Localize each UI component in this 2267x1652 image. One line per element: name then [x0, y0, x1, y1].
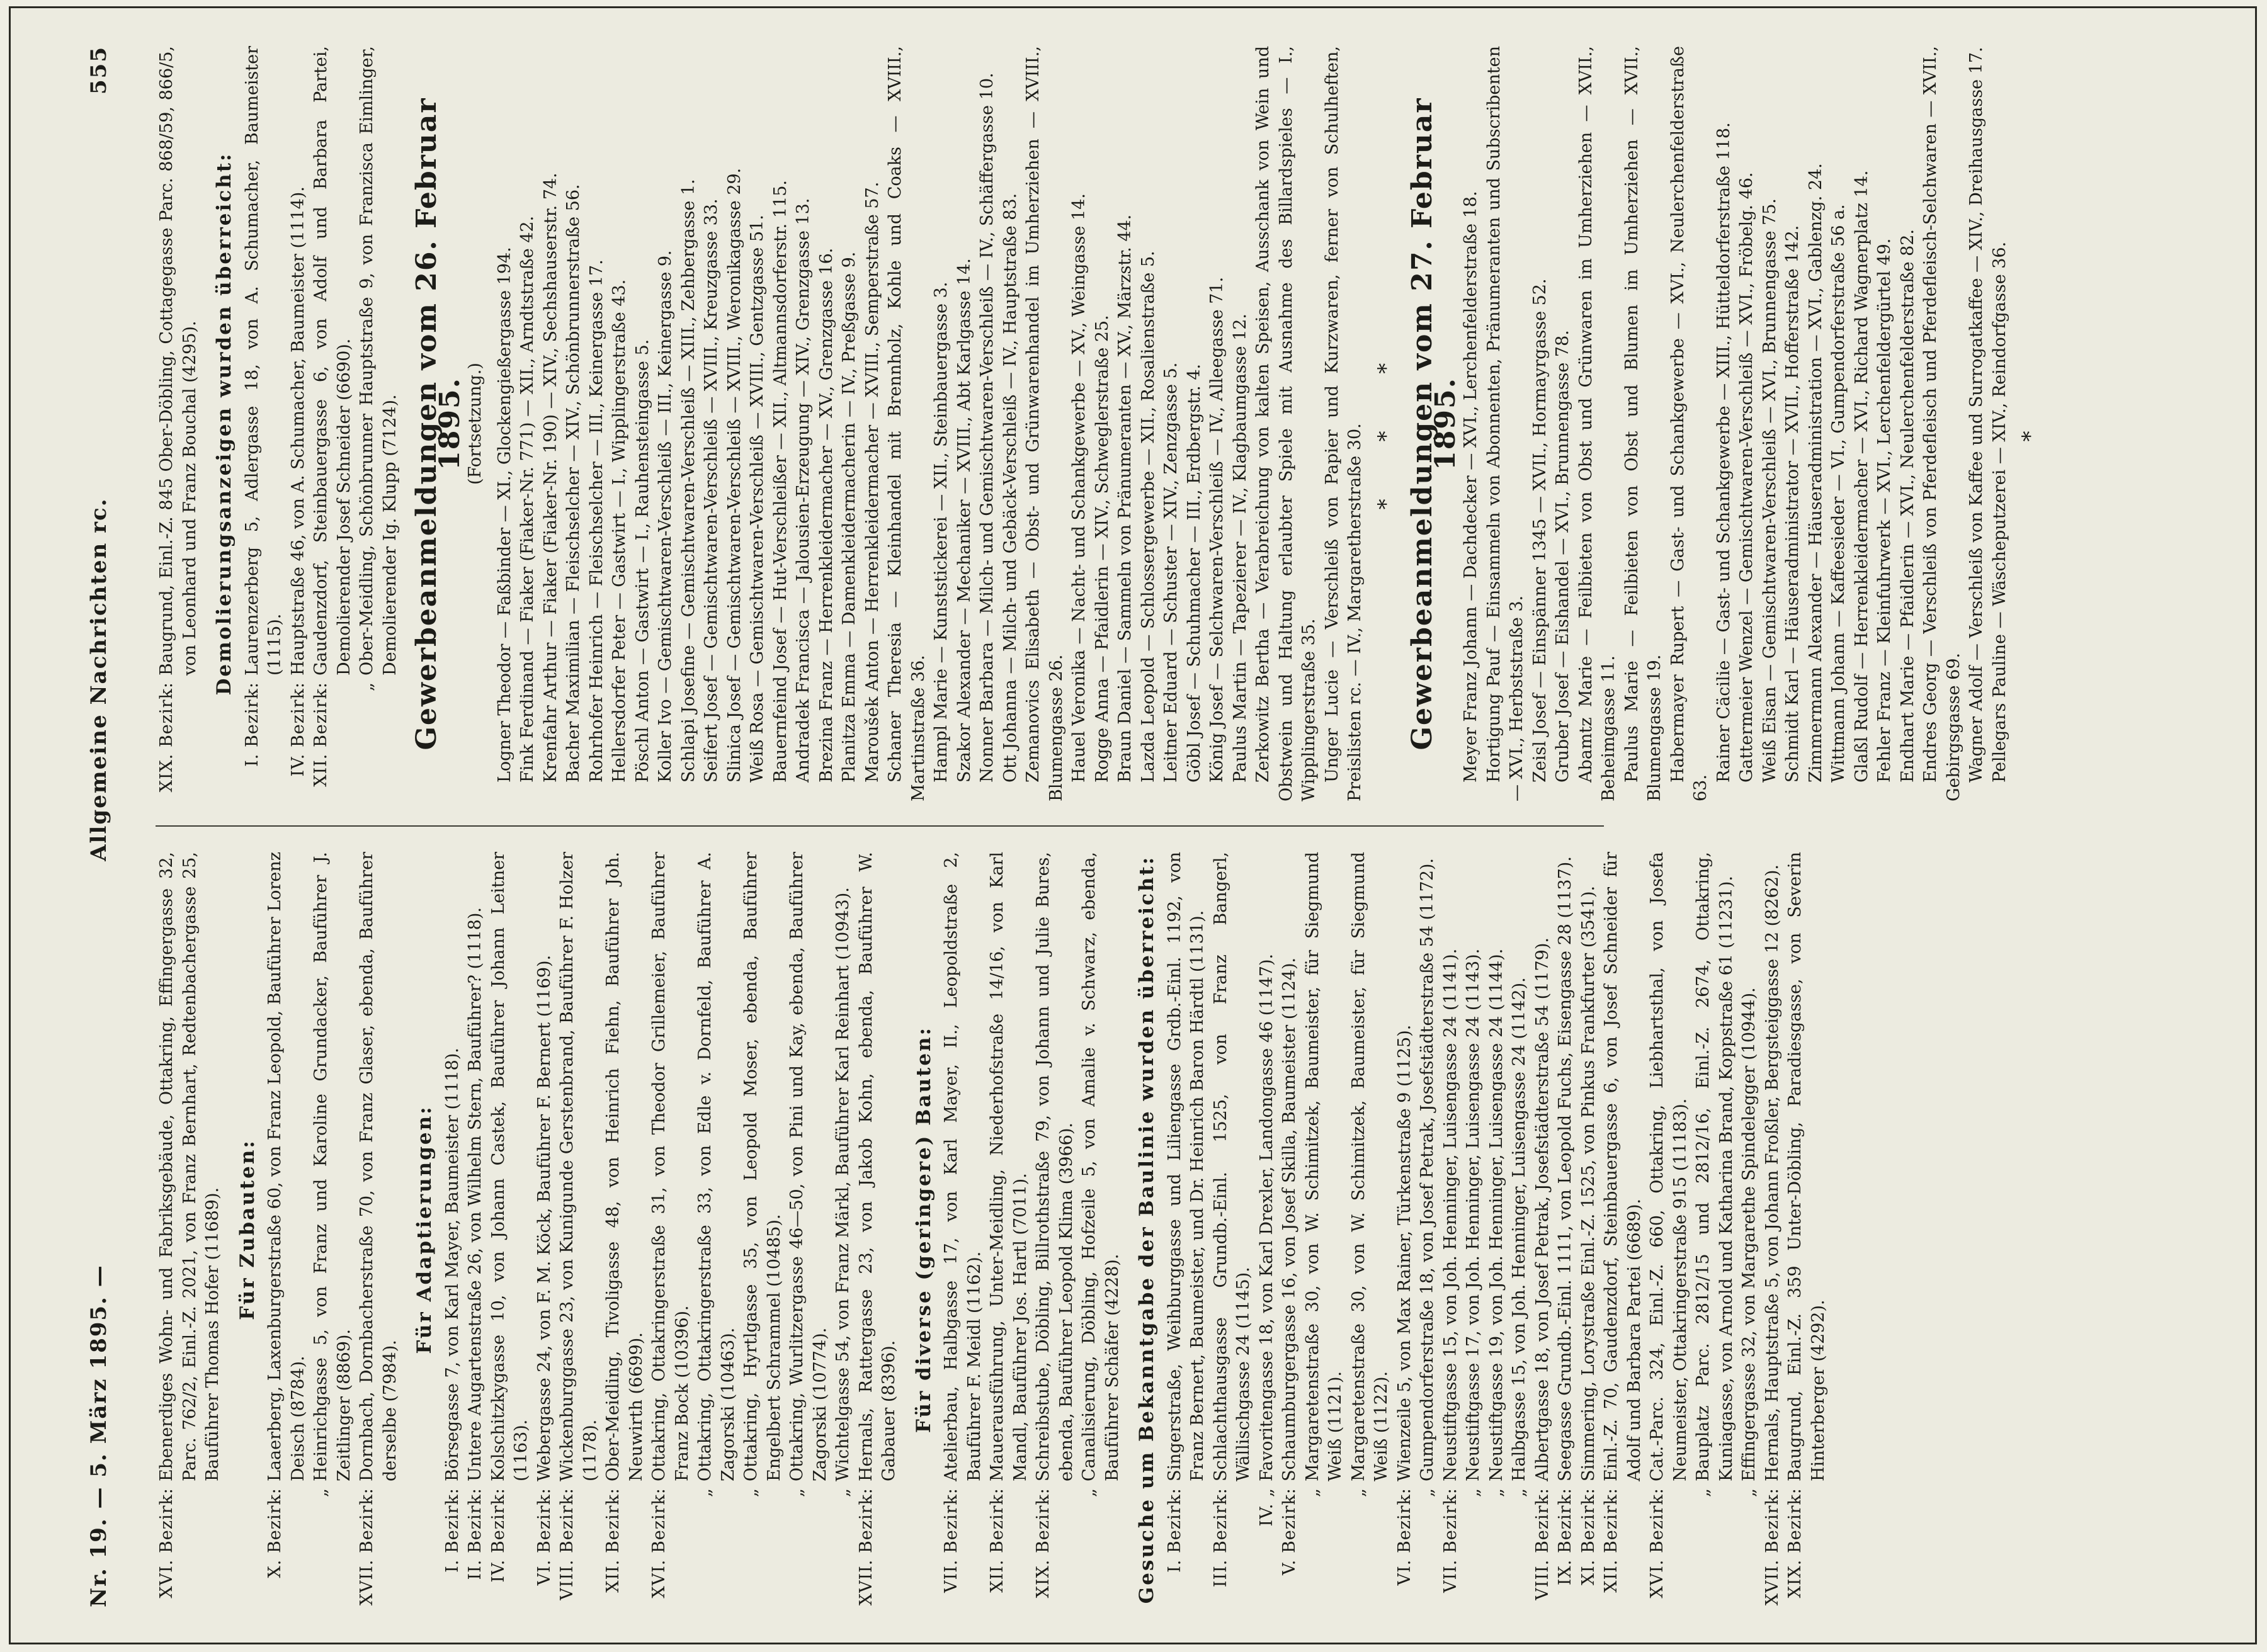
- end-stars: *: [2018, 405, 2043, 442]
- entry-text: Simmering, Lorystraße Einl.-Z. 1525, von Pinkus Frankfurter (3541).: [1578, 885, 1598, 1481]
- baulinie-heading: Gesuche um Bekanntgabe der Baulinie wurden überreicht:: [1135, 855, 1158, 1604]
- listing-entry: [556, 852, 602, 1607]
- district-label: VI. Bezirk:: [534, 1488, 554, 1586]
- district-label: „: [311, 1488, 331, 1497]
- trade-registration: Fink Ferdinand — Fiaker (Fiaker-Nr. 771) — XII., Arndtstraße 42.: [518, 215, 537, 783]
- gewerbe-26-list: [494, 46, 1367, 801]
- listing-entry: [1416, 852, 1440, 1607]
- trade-registration: Abamtz Marie — Feilbieten von Obst und Grünwaren im Umherziehen — XVII., Beheimgasse 11.: [1576, 46, 1618, 801]
- trade-registration: Wagner Adolf — Verschleiß von Kaffee und Surrogatkaffee — XIV., Dreihausgasse 17.: [1967, 47, 1986, 783]
- listing-entry: [940, 852, 986, 1607]
- listing-entry: [287, 46, 310, 801]
- entry-text: Schlachthausgasse Grundb.-Einl. 1525, von Franz Bangerl, Wällischgasse 24 (1145).: [1210, 852, 1253, 1481]
- entry-text: Margaretenstraße 30, von W. Schimitzek, Baumeister, für Siegmund Weiß (1121).: [1302, 852, 1345, 1481]
- listing-entry: [855, 852, 901, 1607]
- trade-registration: Wittmann Johann — Kaffeesieder — VI., Gumpendorferstraße 56 a.: [1829, 204, 1848, 783]
- entry-text: Baugrund, Einl.-Z. 359 Unter-Döbling, Paradiesgasse, von Severin Hinterberger (4292).: [1785, 852, 1828, 1481]
- trade-registration: Ott Johanna — Milch- und Gebäck-Verschleiß — IV., Hauptstraße 83.: [1000, 193, 1020, 783]
- listing-entry: [241, 46, 287, 801]
- entry-text: Ottakring, Ottakringerstraße 31, von Theodor Grillemeier, Bauführer Franz Bock (10396).: [649, 852, 692, 1481]
- demolierung-heading: Demolierungsanzeigen wurden überreicht:: [213, 152, 236, 696]
- district-label: XII. Bezirk:: [603, 1488, 623, 1593]
- trade-registration: Seifert Josef — Gemischtwaren-Verschleiß — XVIII., Kreuzgasse 33.: [702, 198, 721, 783]
- district-label: III. Bezirk:: [1210, 1488, 1230, 1588]
- listing-entry: [1784, 852, 1830, 1607]
- trade-registration: Koller Ivo — Gemischtwaren-Verschleiß — III., Keinergasse 9.: [656, 250, 675, 783]
- district-label: „: [741, 1488, 761, 1497]
- page-number: 555: [86, 46, 111, 94]
- district-label: „: [1463, 1488, 1483, 1497]
- district-label: XII. Bezirk:: [987, 1488, 1007, 1593]
- trade-registration: Rohrhofer Heinrich — Fleischselcher — III., Keinergasse 17.: [586, 259, 606, 783]
- listing-entry: [1600, 852, 1646, 1607]
- listing-entry: [832, 852, 855, 1607]
- issue-date: Nr. 19. — 5. März 1895. —: [86, 1264, 111, 1607]
- district-label: XI. Bezirk:: [1578, 1488, 1598, 1586]
- entry-text: Dornbach, Dornbacherstraße 70, von Franz Glaser, ebenda, Bauführer derselbe (7984).: [357, 852, 400, 1481]
- diverse-heading: Für diverse (geringere) Bauten:: [912, 1026, 935, 1434]
- listing-entry: [1348, 852, 1394, 1607]
- trade-registration: Zimmermann Alexander — Häuseradministration — XVI., Gablenzg. 24.: [1805, 163, 1826, 783]
- trade-registration: Maroušek Anton — Herrenkleidermacher — XVIII., Semperstraße 57.: [862, 181, 882, 783]
- trade-registration: Hauel Veronika — Nacht- und Schankgewerbe — XV., Weingasse 14.: [1069, 193, 1089, 783]
- district-label: I. Bezirk:: [242, 682, 262, 767]
- trade-registration: Hortigung Pauf — Einsammeln von Abonnenten, Pränumeranten und Subscribenten — XVI., Herbststraße 3.: [1484, 46, 1526, 801]
- district-label: VI. Bezirk:: [1394, 1488, 1414, 1586]
- trade-registration: Paulus Martin — Tapezierer — IV., Klagbaumgasse 12.: [1230, 313, 1250, 783]
- listing-entry: [1761, 852, 1785, 1607]
- listing-entry: [1394, 852, 1417, 1607]
- entry-text: Albertgasse 18, von Josef Petrak, Josefstädterstraße 54 (1179).: [1532, 937, 1552, 1481]
- trade-registration: Pellegars Pauline — Wäscheputzerei — XIV., Reindorfgasse 36.: [1989, 241, 2009, 783]
- entry-text: Atelierbau, Halbgasse 17, von Karl Mayer, II., Leopoldstraße 2, Bauführer F. Meidl (1162).: [941, 852, 984, 1481]
- listing-entry: [264, 852, 310, 1607]
- entry-text: Cat.-Parc. 324, Einl.-Z. 660, Ottakring, Liebhartsthal, von Josefa Neumeister, Ottakringerstraße 915 (11183).: [1647, 852, 1690, 1481]
- zubauten-list: [264, 852, 402, 1607]
- trade-registration: Szakor Alexander — Mechaniker — XVIII., Abt Karlgasse 14.: [954, 258, 974, 783]
- gewerbe-26-heading: Gewerbeanmeldungen vom 26. Februar 1895.: [411, 97, 466, 750]
- trade-registration: Leitner Eduard — Schuster — XIV., Zenzgasse 5.: [1161, 362, 1181, 783]
- entry-text: Margaretenstraße 30, von W. Schimitzek, Baumeister, für Siegmund Weiß (1122).: [1348, 852, 1391, 1481]
- district-label: „: [357, 682, 377, 691]
- listing-entry: [1078, 852, 1124, 1607]
- entry-text: Neustiftgasse 15, von Joh. Henninger, Luisengasse 24 (1141).: [1440, 948, 1460, 1481]
- entry-text: Ottakring, Wurlitzergasse 46—50, von Pini und Kay, ebenda, Bauführer Zagorski (10774).: [787, 852, 830, 1481]
- trade-registration: Schaner Theresia — Kleinhandel mit Brennholz, Kohle und Coaks — XVIII., Martinstraße 36.: [885, 46, 928, 801]
- trade-registration: Rogge Anna — Pfaidlerin — XIV., Schweglerstraße 25.: [1092, 315, 1112, 783]
- listing-entry: [1646, 852, 1692, 1607]
- listing-entry: [1692, 852, 1738, 1607]
- listing-entry: [1440, 852, 1463, 1607]
- trade-registration: Logner Theodor — Faßbinder — XI., Glockengießergasse 194.: [494, 247, 514, 783]
- entry-text: Ebenerdiges Wohn- und Fabriksgebäude, Ottakring, Effingergasse 32, Parc. 762/2, Einl.-Z. 2021, von Franz Bernhart, Redtenbachergasse 25, Bauführer Thomas Hofer (11689).: [157, 852, 222, 1481]
- trade-registration: Zeisl Josef — Einspänner 1345 — XVII., Hormayrgasse 52.: [1530, 278, 1550, 783]
- trade-registration: Endres Georg — Verschleiß von Pferdefleisch und Pferdefleisch-Selchwaren — XVII., Gebirgsgasse 69.: [1921, 46, 1963, 801]
- baulinie-list: [1164, 852, 1831, 1607]
- entry-text: Baugrund, Einl.-Z. 845 Ober-Döbling, Cottagegasse Parc. 868/59, 866/5, von Leonhard und Franz Bouchal (4295).: [157, 46, 200, 676]
- entry-text: Mauerausführung, Unter-Meidling, Niederhofstraße 14/16, von Karl Mandl, Bauführer Jos. Hartl (7011).: [987, 852, 1030, 1481]
- district-label: V. Bezirk:: [1280, 1488, 1299, 1575]
- trade-registration: Slinica Josef — Gemischtwaren-Verschleiß — XVIII., Weronikagasse 29.: [724, 167, 744, 783]
- trade-registration: Braun Daniel — Sammeln von Pränumeranten — XV., Märzstr. 44.: [1115, 214, 1135, 783]
- listing-entry: [1256, 852, 1279, 1607]
- trade-registration: Pöschl Anton — Gastwirt — I., Rauhensteingasse 5.: [632, 339, 652, 783]
- trade-registration: Glaßl Rudolf — Herrenkleidermacher — XVI., Richard Wagnerplatz 14.: [1851, 170, 1872, 783]
- entry-text: Kolschitzkygasse 10, von Johann Castek, Bauführer Johann Leitner (1163).: [488, 852, 531, 1481]
- district-label: „: [695, 1488, 715, 1497]
- district-label: „: [1302, 1488, 1322, 1497]
- trade-registration: Habermayer Rupert — Gast- und Schankgewerbe — XVI., Neulerchenfelderstraße 63.: [1668, 46, 1710, 801]
- entry-text: Favoritengasse 18, von Karl Drexler, Landongasse 46 (1147).: [1256, 953, 1276, 1481]
- right-column: [156, 46, 2171, 801]
- listing-entry: [1531, 852, 1555, 1607]
- listing-entry: [986, 852, 1032, 1607]
- entry-text: Webergasse 24, von F. M. Köck, Bauführer F. Bernert (1169).: [534, 954, 554, 1481]
- rotated-page: [86, 46, 2202, 1607]
- listing-entry: [786, 852, 832, 1607]
- trade-registration: Zerkowitz Bertha — Verabreichung von kalten Speisen, Ausschank von Wein und Obstwein und Haltung erlaubter Spiele mit Ausnahme des Billardspieles — I., Wipplingerstraße 35.: [1253, 46, 1319, 801]
- entry-text: Ottakring, Hyrtlgasse 35, von Leopold Moser, ebenda, Bauführer Engelbert Schrammel (10485).: [741, 852, 784, 1481]
- trade-registration: Gruber Josef — Eishandel — XVI., Brunnengasse 78.: [1553, 330, 1572, 783]
- district-label: „: [1486, 1488, 1506, 1497]
- zubauten-heading: Für Zubauten:: [236, 1139, 259, 1320]
- entry-text: Ober-Meidling, Tivoligasse 48, von Heinrich Fiehn, Bauführer Joh. Neuwirth (6699).: [603, 852, 646, 1481]
- trade-registration: Hellersdorfer Peter — Gastwirt — I., Wipplingerstraße 43.: [610, 279, 629, 783]
- district-label: IV. Bezirk:: [488, 1488, 508, 1583]
- trade-registration: Unger Lucie — Verschleiß von Papier und Kurzwaren, ferner von Schulheften, Preislisten rc. — IV., Margaretherstraße 30.: [1322, 46, 1365, 801]
- entry-text: Effingergasse 32, von Margarethe Spindelegger (10944).: [1739, 987, 1759, 1481]
- adaptierungen-heading: Für Adaptierungen:: [413, 1105, 436, 1354]
- trade-registration: Endhart Marie — Pfaidlerin — XVI., Neulerchenfelderstraße 82.: [1897, 229, 1918, 783]
- listing-entry: [1577, 852, 1601, 1607]
- entry-text: Schaumburgergasse 16, von Josef Skilla, Baumeister (1124).: [1280, 957, 1299, 1481]
- entry-text: Hernals, Hauptstraße 5, von Johann Froßler, Bergsteiggasse 12 (8262).: [1762, 864, 1782, 1481]
- trade-registration: Planitza Emma — Damenkleidermacherin — IV., Preßgasse 9.: [839, 251, 859, 783]
- listing-entry: [1462, 852, 1486, 1607]
- listing-entry: [1302, 852, 1348, 1607]
- district-label: XIX. Bezirk:: [1033, 1488, 1053, 1598]
- entry-text: Seegasse Grundb.-Einl. 1111, von Leopold Fuchs, Eisengasse 28 (1137).: [1555, 856, 1575, 1481]
- district-label: „: [787, 1488, 807, 1497]
- trade-registration: Meyer Franz Johann — Dachdecker — XVI., Lerchenfelderstraße 18.: [1461, 191, 1480, 783]
- listing-entry: [740, 852, 786, 1607]
- trade-registration: Weiß Eisan — Gemischtwaren-Verschleiß — XVI., Brunnengasse 75.: [1759, 198, 1780, 783]
- entry-text: Ottakring, Ottakringerstraße 33, von Edle v. Dornfeld, Bauführer A. Zagorski (10463).: [695, 852, 738, 1481]
- entry-text: Gumpendorferstraße 18, von Josef Petrak, Josefstädterstraße 54 (1172).: [1418, 858, 1437, 1481]
- district-label: „: [1348, 1488, 1368, 1497]
- listing-entry: [1278, 852, 1302, 1607]
- district-label: „: [1509, 1488, 1529, 1497]
- trade-registration: Paulus Marie — Feilbieten von Obst und Blumen im Umherziehen — XVII., Blumengasse 19.: [1622, 46, 1664, 801]
- entry-text: Untere Augartenstraße 26, von Wilhelm Stern, Bauführer? (1118).: [465, 907, 485, 1481]
- district-label: IX. Bezirk:: [1555, 1488, 1575, 1586]
- district-label: XVI. Bezirk:: [157, 1488, 176, 1598]
- listing-entry: [694, 852, 740, 1607]
- district-label: X. Bezirk:: [265, 1488, 285, 1578]
- entry-text: Neustiftgasse 19, von Joh. Henninger, Luisengasse 24 (1144).: [1486, 948, 1506, 1481]
- listing-entry: [1508, 852, 1531, 1607]
- trade-registration: Nonner Barbara — Milch- und Gemischtwaren-Verschleiß — IV., Schäffergasse 10.: [977, 72, 997, 783]
- listing-entry: [1554, 852, 1577, 1607]
- district-label: XIX. Bezirk:: [1785, 1488, 1805, 1598]
- district-label: I. Bezirk:: [442, 1488, 462, 1573]
- opening-entries: [156, 852, 225, 1607]
- listing-entry: [602, 852, 648, 1607]
- entry-text: Hernals, Rattergasse 23, von Jakob Kohn, ebenda, Bauführer W. Gabauer (8396).: [856, 852, 899, 1481]
- listing-entry: [648, 852, 694, 1607]
- district-label: I. Bezirk:: [1164, 1488, 1185, 1573]
- trade-registration: Bacher Maximilian — Fleischselcher — XIV., Schönbrunnerstraße 56.: [564, 184, 583, 783]
- entry-text: Laaerberg, Laxenburgerstraße 60, von Franz Leopold, Bauführer Lorenz Deisch (8784).: [265, 852, 308, 1481]
- district-label: VIII. Bezirk:: [557, 1488, 577, 1600]
- document-sheet: [9, 6, 2257, 1644]
- diverse-list: [940, 852, 1124, 1607]
- listing-entry: [1210, 852, 1256, 1607]
- district-label: „: [1693, 1488, 1713, 1497]
- listing-entry: [356, 46, 402, 801]
- entry-text: Singerstraße, Weihburggasse und Liliengasse Grdb.-Einl. 1192, von Franz Bernert, Baumeister, und Dr. Heinrich Baron Härdtl (1131).: [1164, 852, 1207, 1481]
- trade-registration: Rainer Cäcilie — Gast- und Schankgewerbe — XIII., Hütteldorferstraße 118.: [1713, 122, 1734, 783]
- opening-entries-right: [156, 46, 202, 801]
- listing-entry: [441, 852, 465, 1607]
- listing-entry: [464, 852, 487, 1607]
- entry-text: Bauplatz Parc. 2812/15 und 2812/16, Einl.-Z. 2674, Ottakring, Kuniagasse, von Arnold und Katharina Brand, Koppstraße 61 (11231).: [1693, 852, 1736, 1481]
- district-label: IV. „: [1256, 1488, 1276, 1527]
- column-divider: [156, 825, 1604, 827]
- entry-text: Einl.-Z. 70, Gaudenzdorf, Steinbauergasse 6, von Josef Schneider für Adolf und Barbara Partei (6689).: [1601, 852, 1644, 1481]
- district-label: XIX. Bezirk:: [157, 682, 176, 793]
- district-label: VIII. Bezirk:: [1532, 1488, 1552, 1600]
- entry-text: Wickenburggasse 23, von Kunigunde Gerstenbrand, Bauführer F. Holzer (1178).: [557, 852, 600, 1481]
- trade-registration: Brezina Franz — Herrenkleidermacher — XV., Grenzgasse 16.: [816, 247, 836, 783]
- trade-registration: Göbl Josef — Schuhmacher — III., Erdbergstr. 4.: [1184, 363, 1204, 783]
- listing-entry: [533, 852, 557, 1607]
- adaptierungen-list: [441, 852, 901, 1607]
- trade-registration: Hampl Marie — Kunststickerei — XII., Steinbauergasse 3.: [931, 281, 951, 783]
- entry-text: Schreibstube, Döbling, Billrothstraße 79, von Johann und Julie Bures, ebenda, Bauführer Leopold Klima (3966).: [1033, 852, 1076, 1481]
- district-label: XVII. Bezirk:: [357, 1488, 377, 1606]
- district-label: XII. Bezirk:: [1601, 1488, 1621, 1593]
- listing-entry: [1032, 852, 1078, 1607]
- listing-entry: [1486, 852, 1509, 1607]
- entry-text: Wienzeile 5, von Max Rainer, Türkenstraße 9 (1125).: [1394, 1024, 1414, 1481]
- district-label: „: [1739, 1488, 1759, 1497]
- entry-text: Neustiftgasse 17, von Joh. Henninger, Luisengasse 24 (1143).: [1463, 948, 1483, 1481]
- entry-text: Ober-Meidling, Schönbrunner Hauptstraße 9, von Franzisca Eimlinger, Demolierender Ig. Klupp (7124).: [357, 46, 400, 676]
- entry-text: Börsegasse 7, von Karl Mayer, Baumeister (1118).: [442, 1048, 462, 1481]
- trade-registration: Weiß Rosa — Gemischtwaren-Verschleiß — XVIII., Gentzgasse 51.: [747, 215, 767, 783]
- gewerbe-26-subtitle: (Fortsetzung.): [465, 363, 485, 485]
- district-label: IV. Bezirk:: [288, 682, 308, 777]
- left-column: [156, 852, 2171, 1607]
- trade-registration: Zemanovics Elisabeth — Obst- und Grünwarenhandel im Umherziehen — XVIII., Blumengasse 26.: [1023, 46, 1066, 801]
- listing-entry: [356, 852, 402, 1607]
- trade-registration: Schmidt Karl — Häuseradministrator — XVII., Hofferstraße 142.: [1783, 225, 1802, 783]
- listing-entry: [310, 46, 356, 801]
- entry-text: Hauptstraße 46, von A. Schumacher, Baumeister (1114).: [288, 186, 308, 676]
- separator-stars: * * *: [1373, 337, 1399, 510]
- entry-text: Laurenzerberg 5, Adlergasse 18, von A. Schumacher, Baumeister (1115).: [242, 46, 285, 676]
- district-label: „: [1418, 1488, 1437, 1497]
- district-label: VII. Bezirk:: [941, 1488, 961, 1593]
- trade-registration: Lazda Leopold — Schlossergewerbe — XII., Rosalienstraße 5.: [1138, 251, 1158, 783]
- gewerbe-27-list: [1460, 46, 2011, 801]
- entry-text: Heinrichgasse 5, von Franz und Karoline Grundacker, Bauführer J. Zeitlinger (8869).: [311, 852, 354, 1481]
- trade-registration: Krenfahr Arthur — Fiaker (Fiaker-Nr. 190) — XIV., Sechshauserstr. 74.: [540, 173, 560, 783]
- district-label: „: [833, 1488, 853, 1497]
- listing-entry: [487, 852, 533, 1607]
- trade-registration: Andradek Francisca — Jalousien-Erzeugung — XIV., Grenzgasse 13.: [793, 198, 813, 783]
- trade-registration: Fehler Franz — Kleinfuhrwerk — XVI., Lerchenfeldergürtel 49.: [1875, 238, 1894, 783]
- trade-registration: Gattermeier Wenzel — Gemischtwaren-Verschleiß — XVI., Fröbelg. 46.: [1737, 172, 1756, 783]
- district-label: XVII. Bezirk:: [856, 1488, 876, 1606]
- demolierung-list: [241, 46, 402, 801]
- entry-text: Wichtelgasse 54, von Franz Märkl, Bauführer Karl Reinhart (10943).: [833, 887, 853, 1481]
- district-label: „: [1079, 1488, 1099, 1497]
- entry-text: Gaudenzdorf, Steinbauergasse 6, von Adolf und Barbara Partei, Demolierender Josef Schneider (6690).: [311, 46, 354, 676]
- district-label: XVI. Bezirk:: [1647, 1488, 1667, 1598]
- listing-entry: [310, 852, 356, 1607]
- district-label: VII. Bezirk:: [1440, 1488, 1460, 1593]
- trade-registration: Schlapi Josefine — Gemischtwaren-Verschleiß — XIII., Zehbergasse 1.: [678, 179, 698, 783]
- trade-registration: König Josef — Selchwaren-Verschleiß — IV., Alleegasse 71.: [1207, 276, 1227, 783]
- trade-registration: Bauernfeind Josef — Hut-Verschleißer — XII., Altmannsdorferstr. 115.: [770, 180, 790, 783]
- gewerbe-27-heading: Gewerbeanmeldungen vom 27. Februar 1895.: [1406, 97, 1462, 750]
- listing-entry: [1738, 852, 1761, 1607]
- district-label: II. Bezirk:: [465, 1488, 485, 1580]
- listing-entry: [1164, 852, 1210, 1607]
- listing-entry: [156, 46, 202, 801]
- section-title: Allgemeine Nachrichten rc.: [86, 497, 111, 861]
- entry-text: Canalisierung, Döbling, Hofzeile 5, von Amalie v. Schwarz, ebenda, Bauführer Schäfer (4228).: [1079, 852, 1122, 1481]
- district-label: XVI. Bezirk:: [649, 1488, 669, 1598]
- running-head: [86, 46, 130, 1607]
- district-label: XII. Bezirk:: [311, 682, 331, 787]
- listing-entry: [156, 852, 225, 1607]
- entry-text: Halbgasse 15, von Joh. Henninger, Luisengasse 24 (1142).: [1509, 977, 1529, 1481]
- district-label: XVII. Bezirk:: [1762, 1488, 1782, 1606]
